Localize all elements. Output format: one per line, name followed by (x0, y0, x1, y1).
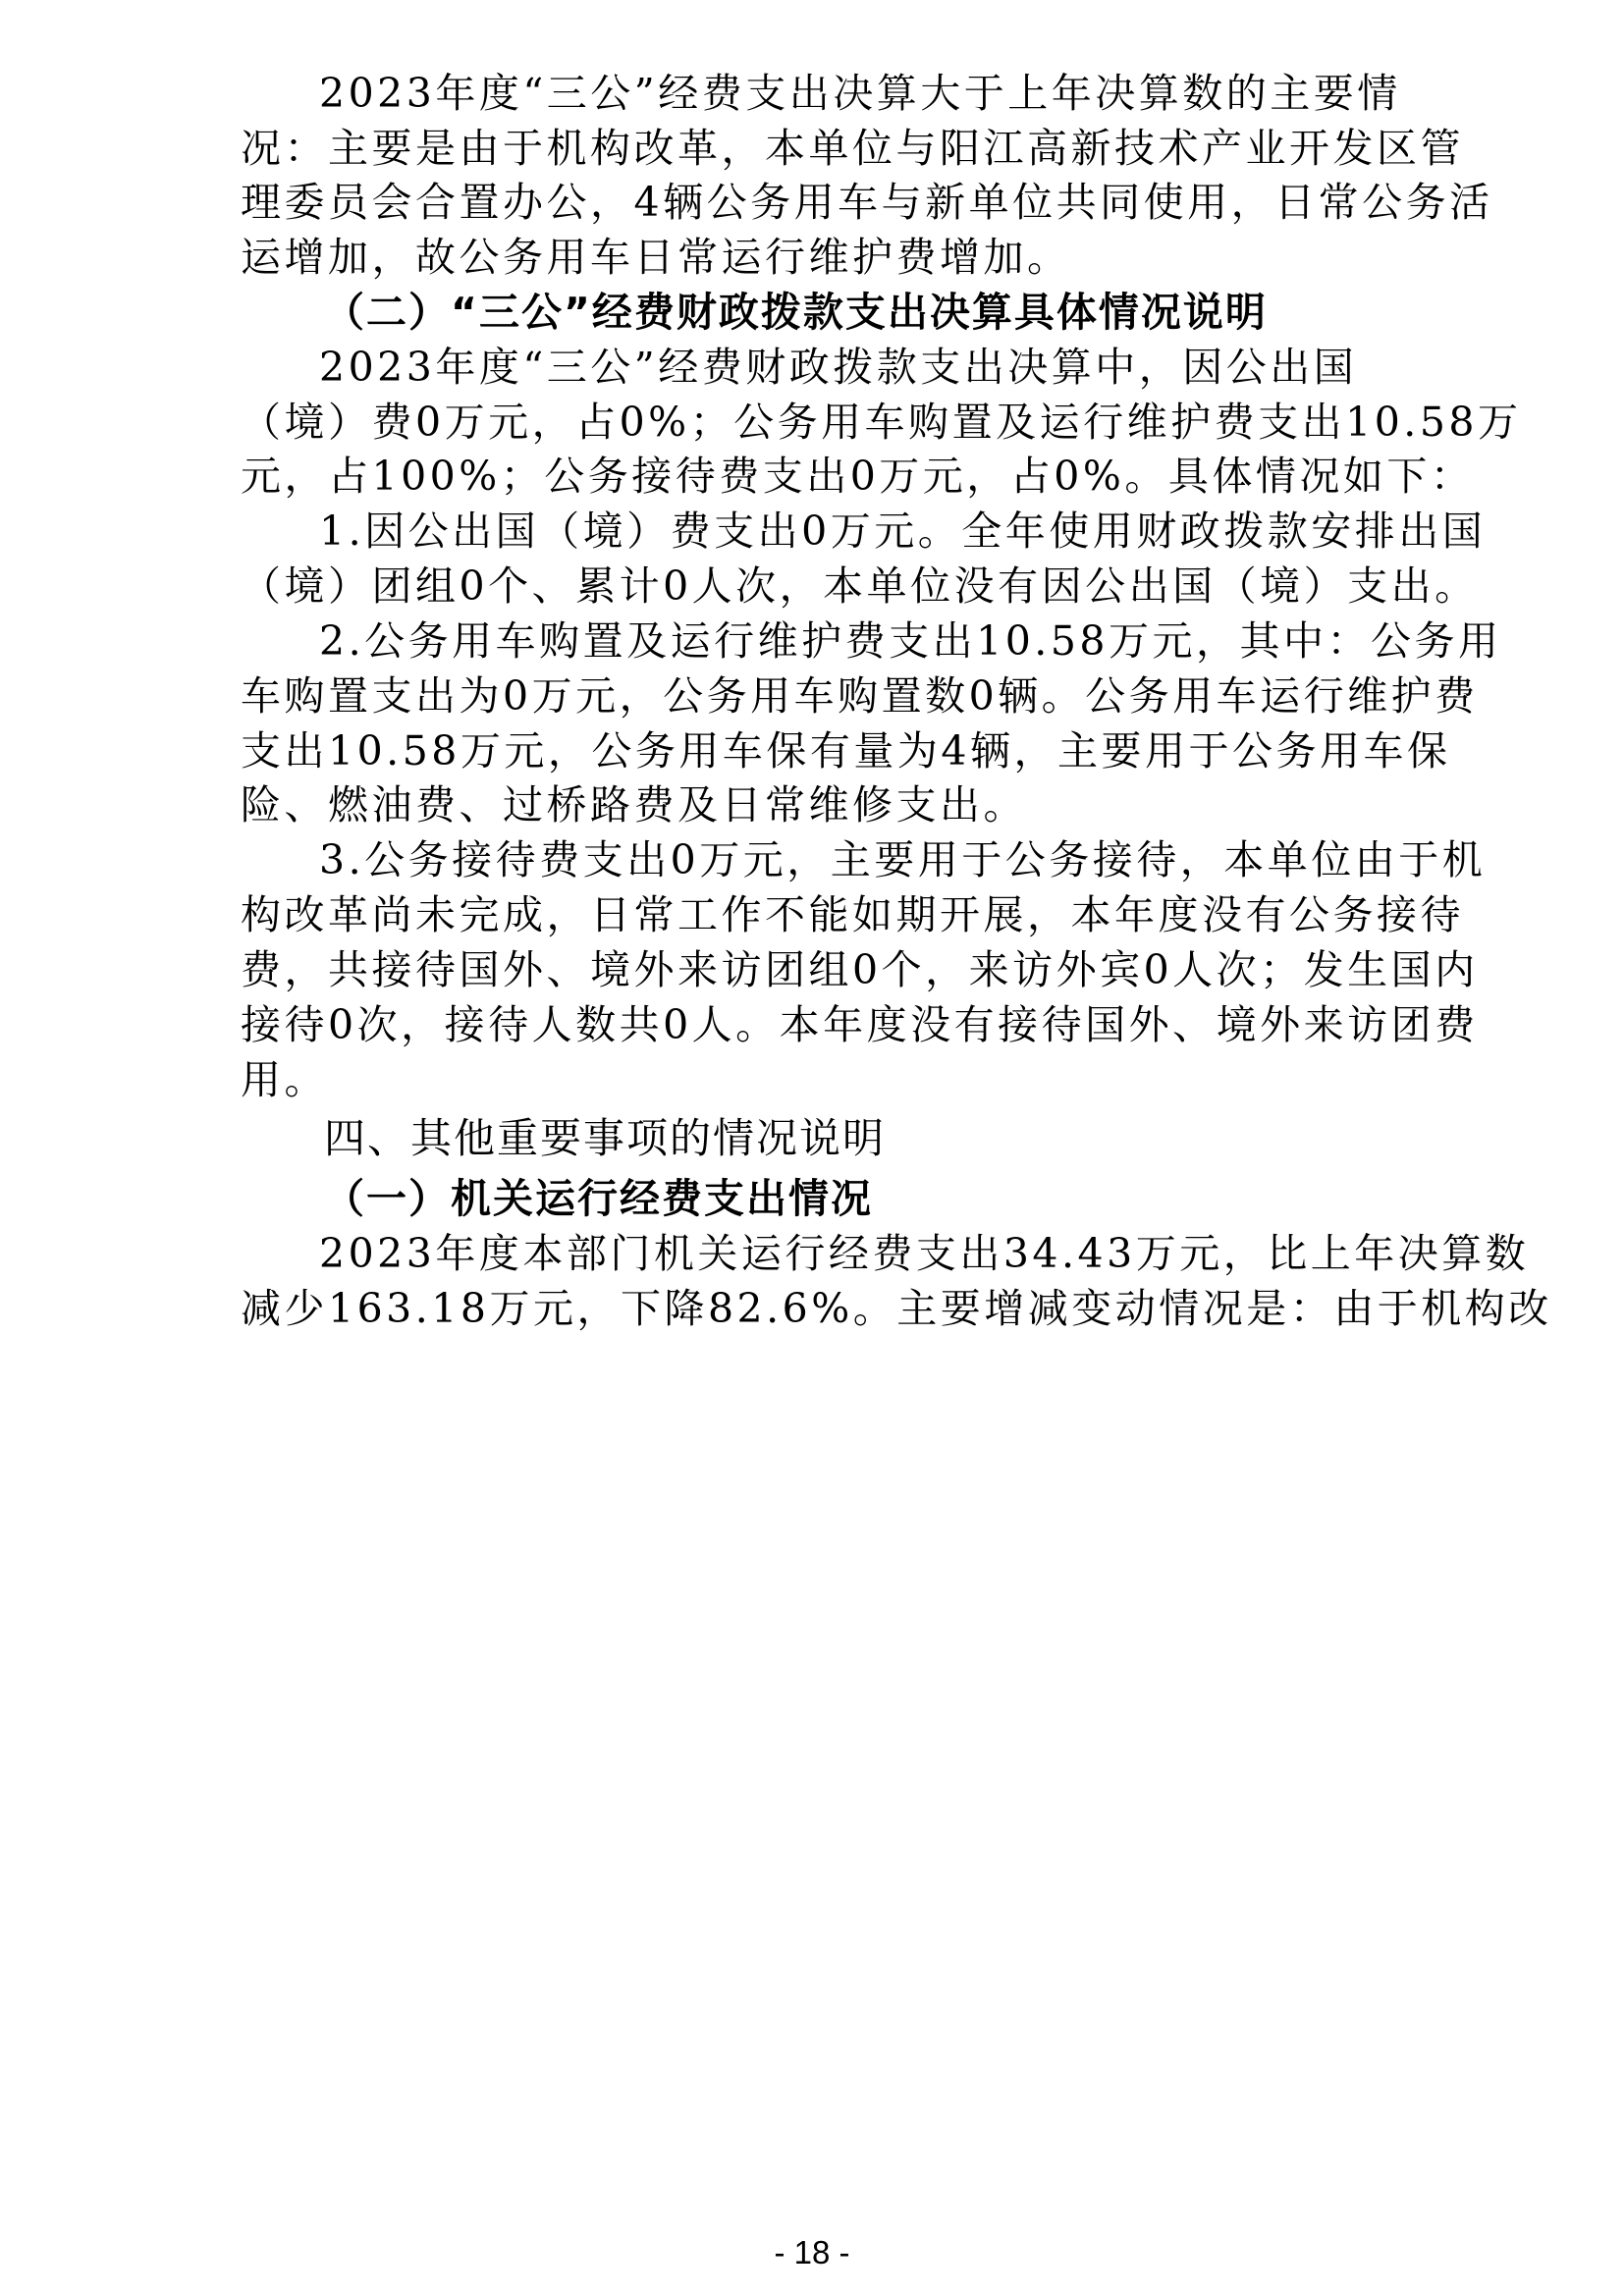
list-item-line: 险、燃油费、过桥路费及日常维修支出。 (241, 781, 1027, 828)
list-item-line: 1.因公出国（境）费支出0万元。全年使用财政拨款安排出国 (319, 507, 1487, 555)
paragraph-line: 2023年度“三公”经费财政拨款支出决算中，因公出国 (319, 344, 1358, 391)
list-item-line: 费，共接待国外、境外来访团组0个，来访外宾0人次；发生国内 (241, 946, 1479, 993)
list-item-line: 2.公务用车购置及运行维护费支出10.58万元，其中：公务用 (319, 617, 1502, 665)
subheading-operating-expenses: （一）机关运行经费支出情况 (324, 1175, 873, 1222)
list-item-line: 接待0次，接待人数共0人。本年度没有接待国外、境外来访团费 (241, 1001, 1479, 1048)
subheading-san-gong-details: （二）“三公”经费财政拨款支出决算具体情况说明 (324, 289, 1268, 336)
paragraph-line: 运增加，故公务用车日常运行维护费增加。 (241, 234, 1071, 281)
paragraph-line: （境）费0万元，占0%；公务用车购置及运行维护费支出10.58万 (241, 399, 1522, 446)
paragraph-line: 理委员会合置办公，4辆公务用车与新单位共同使用，日常公务活 (241, 179, 1493, 226)
section-heading-other-matters: 四、其他重要事项的情况说明 (324, 1114, 887, 1162)
list-item-line: 构改革尚未完成，日常工作不能如期开展，本年度没有公务接待 (241, 891, 1464, 938)
list-item-line: 用。 (241, 1056, 328, 1103)
paragraph-line: 元，占100%；公务接待费支出0万元，占0%。具体情况如下： (241, 453, 1475, 500)
page-number: - 18 - (774, 2234, 850, 2270)
list-item-line: 车购置支出为0万元，公务用车购置数0辆。公务用车运行维护费 (241, 672, 1479, 720)
list-item-line: 支出10.58万元，公务用车保有量为4辆，主要用于公务用车保 (241, 727, 1451, 774)
list-item-line: 3.公务接待费支出0万元，主要用于公务接待，本单位由于机 (319, 836, 1487, 883)
paragraph-line: 2023年度“三公”经费支出决算大于上年决算数的主要情 (319, 70, 1401, 117)
paragraph-line: 减少163.18万元，下降82.6%。主要增减变动情况是：由于机构改 (241, 1285, 1552, 1332)
paragraph-line: 况：主要是由于机构改革，本单位与阳江高新技术产业开发区管 (241, 125, 1464, 172)
paragraph-line: 2023年度本部门机关运行经费支出34.43万元，比上年决算数 (319, 1230, 1530, 1277)
list-item-line: （境）团组0个、累计0人次，本单位没有因公出国（境）支出。 (241, 562, 1479, 610)
